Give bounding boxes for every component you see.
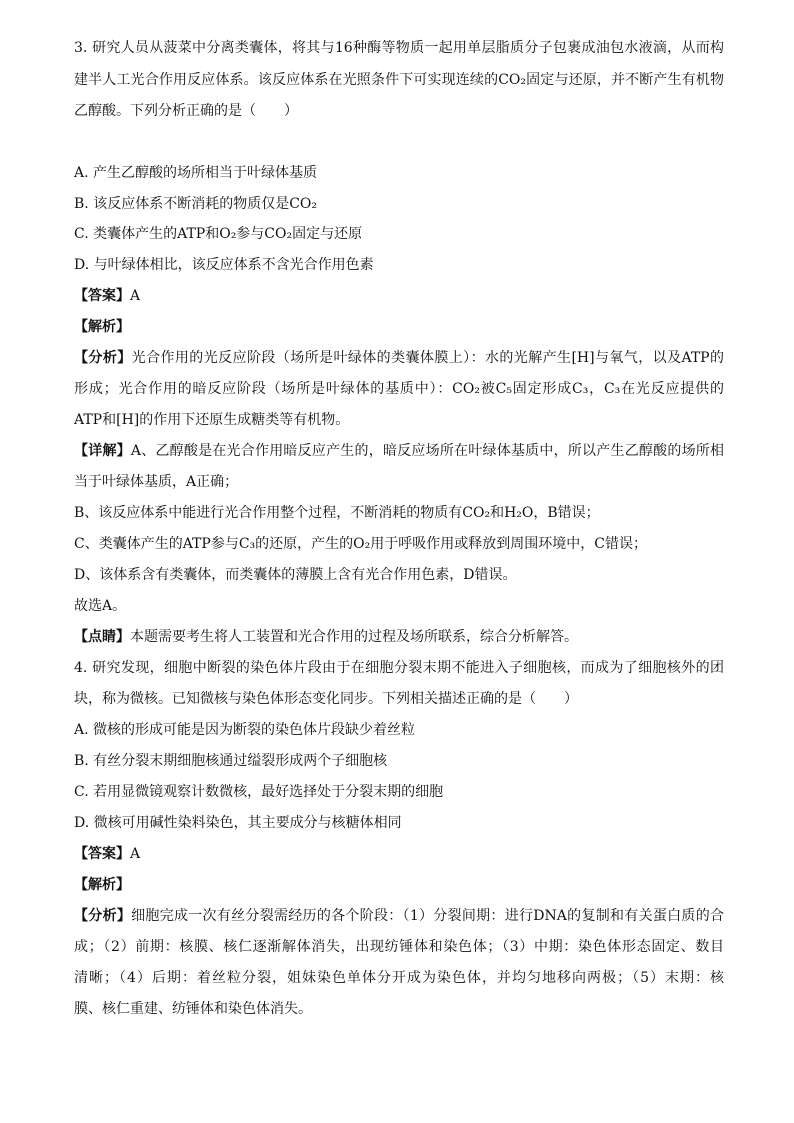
q3-option-c: C. 类囊体产生的ATP和O₂参与CO₂固定与还原 xyxy=(74,226,363,242)
q3-detail-line-6: 故选A。 xyxy=(74,598,127,614)
q4-analysis-line-4: 膜、核仁重建、纺锤体和染色体消失。 xyxy=(74,1001,312,1017)
q3-detail-line-3: B、该反应体系中能进行光合作用整个过程，不断消耗的物质有CO₂和H₂O，B错误； xyxy=(74,505,600,521)
q4-option-b: B. 有丝分裂末期细胞核通过缢裂形成两个子细胞核 xyxy=(74,753,388,769)
q3-remark-tag: 【点睛】 xyxy=(74,629,130,645)
q3-option-d: D. 与叶绿体相比，该反应体系不含光合作用色素 xyxy=(74,257,374,273)
q4-answer-tag: 【答案】 xyxy=(74,846,130,862)
q3-detail-text-1: A、乙醇酸是在光合作用暗反应产生的，暗反应场所在叶绿体基质中，所以产生乙醇酸的场所相 xyxy=(130,443,724,459)
q3-analysis-tag: 【分析】 xyxy=(74,350,132,366)
q3-option-b: B. 该反应体系不断消耗的物质仅是CO₂ xyxy=(74,196,317,212)
q3-remark xyxy=(74,627,724,647)
q3-jiexi-tag: 【解析】 xyxy=(74,319,130,335)
q4-answer-value: A xyxy=(130,846,141,862)
q4-jiexi-tag: 【解析】 xyxy=(74,877,130,893)
q4-stem-line-2: 块，称为微核。已知微核与染色体形态变化同步。下列相关描述正确的是（ ） xyxy=(74,691,578,707)
q3-stem-line-2: 建半人工光合作用反应体系。该反应体系在光照条件下可实现连续的CO₂固定与还原，并不断产生有机物 xyxy=(74,72,724,88)
q3-answer xyxy=(74,286,724,306)
q3-answer-value: A xyxy=(130,288,141,304)
q4-option-d: D. 微核可用碱性染料染色，其主要成分与核糖体相同 xyxy=(74,815,402,831)
q4-option-c: C. 若用显微镜观察计数微核，最好选择处于分裂末期的细胞 xyxy=(74,784,444,800)
q3-detail-line-4: C、类囊体产生的ATP参与C₃的还原，产生的O₂用于呼吸作用或释放到周围环境中，C错误； xyxy=(74,536,647,552)
q3-answer-tag: 【答案】 xyxy=(74,288,130,304)
q4-analysis-line-1 xyxy=(74,906,724,926)
q4-analysis-text-1: 细胞完成一次有丝分裂需经历的各个阶段：（1）分裂间期：进行DNA的复制和有关蛋白质的合 xyxy=(131,908,724,924)
q4-answer xyxy=(74,844,724,864)
q3-detail-tag: 【详解】 xyxy=(74,443,131,459)
q4-stem-line-1: 4. 研究发现，细胞中断裂的染色体片段由于在细胞分裂末期不能进入子细胞核，而成为了细胞核外的团 xyxy=(74,660,724,676)
q3-detail-line-5: D、该体系含有类囊体，而类囊体的薄膜上含有光合作用色素，D错误。 xyxy=(74,567,517,583)
q3-detail-line-1 xyxy=(74,441,724,461)
q4-jiexi xyxy=(74,875,724,895)
q3-detail-line-2: 当于叶绿体基质，A正确； xyxy=(74,474,239,490)
q3-remark-text: 本题需要考生将人工装置和光合作用的过程及场所联系，综合分析解答。 xyxy=(130,629,578,645)
q3-option-a: A. 产生乙醇酸的场所相当于叶绿体基质 xyxy=(74,165,318,181)
q3-analysis-line-3: ATP和[H]的作用下还原生成糖类等有机物。 xyxy=(74,412,350,428)
q4-analysis-tag: 【分析】 xyxy=(74,908,132,924)
q3-jiexi xyxy=(74,317,724,337)
q3-stem-line-3: 乙醇酸。下列分析正确的是（ ） xyxy=(74,103,298,119)
q3-analysis-text-1: 光合作用的光反应阶段（场所是叶绿体的类囊体膜上）：水的光解产生[H]与氧气，以及ATP的 xyxy=(131,350,724,366)
q4-option-a: A. 微核的形成可能是因为断裂的染色体片段缺少着丝粒 xyxy=(74,722,416,738)
q3-stem-line-1: 3. 研究人员从菠菜中分离类囊体，将其与16种酶等物质一起用单层脂质分子包裹成油包水液滴，从而构 xyxy=(74,40,724,56)
q4-analysis-line-2: 成；（2）前期：核膜、核仁逐渐解体消失，出现纺锤体和染色体；（3）中期：染色体形态固定、数目 xyxy=(74,939,724,955)
q3-analysis-line-1 xyxy=(74,348,724,368)
q3-analysis-line-2: 形成；光合作用的暗反应阶段（场所是叶绿体的基质中）：CO₂被C₅固定形成C₃，C₃在光反应提供的 xyxy=(74,381,724,397)
q4-analysis-line-3: 清晰；（4）后期：着丝粒分裂，姐妹染色单体分开成为染色体，并均匀地移向两极；（5）末期：核 xyxy=(74,970,724,986)
